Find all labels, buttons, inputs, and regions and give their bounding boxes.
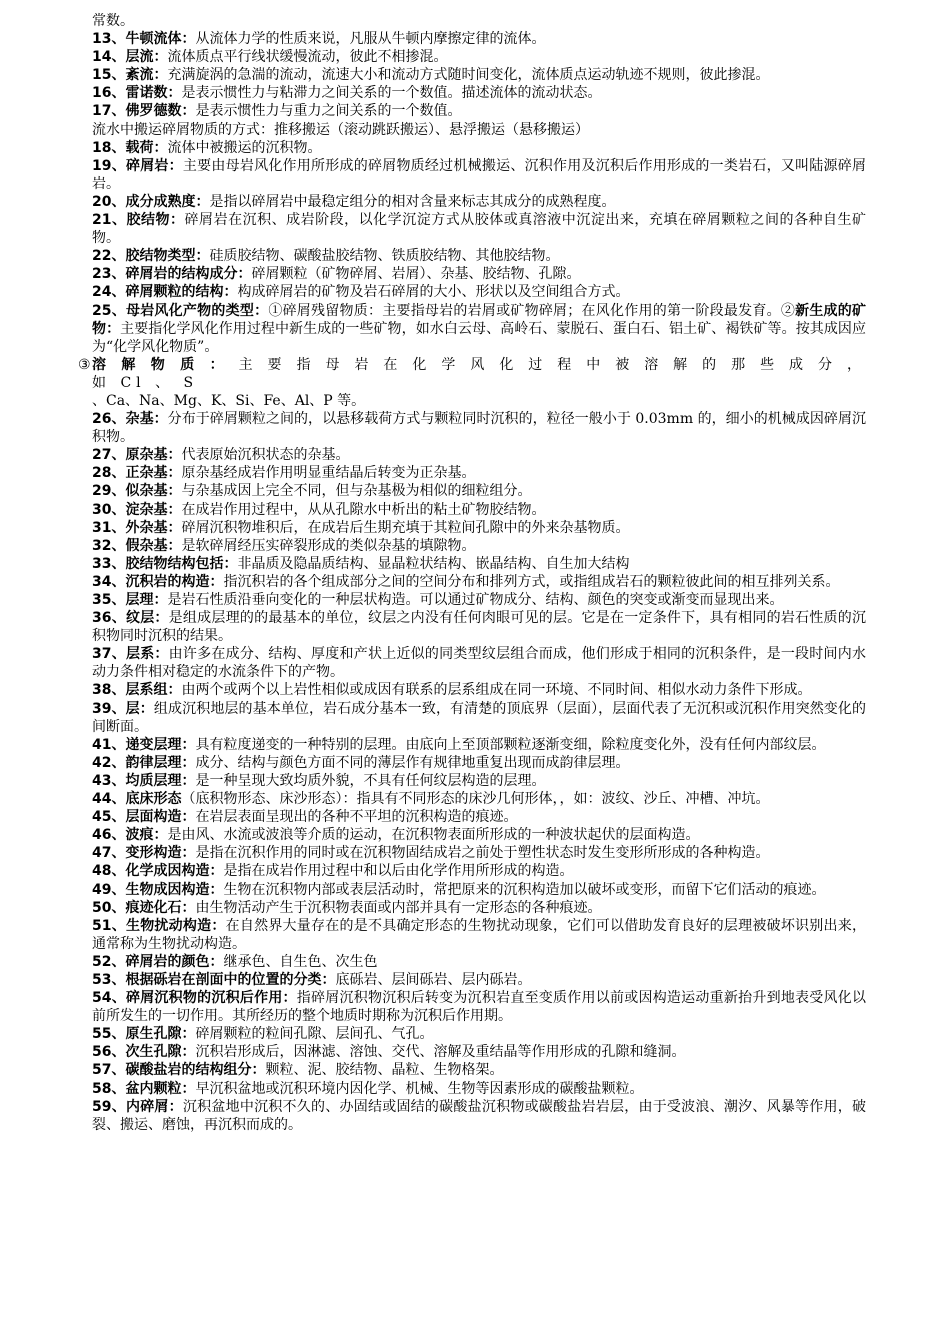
item-term: 59、内碎屑：: [92, 1098, 183, 1115]
item-body: 由生物活动产生于沉积物表面或内部并具有一定形态的各种痕迹。: [195, 899, 602, 916]
definition-item: [92, 609, 866, 645]
item-term: 36、纹层：: [92, 610, 169, 627]
definition-item: [92, 48, 866, 66]
item-term: 39、层：: [92, 700, 154, 717]
definition-item: [92, 555, 866, 573]
item-body: 代表原始沉积状态的杂基。: [181, 447, 350, 464]
item-body: 是软碎屑经压实碎裂形成的类似杂基的填隙物。: [181, 537, 476, 554]
definition-item: [92, 537, 866, 555]
item-body: 指碎屑沉积物沉积后转变为沉积岩直至变质作用以前或因构造运动重新抬升到地表受风化以前所发生的一切作用。其所经历的整个地质时期称为沉积后作用期。: [92, 990, 867, 1025]
item-body: 是一种呈现大致均质外貌，不具有任何纹层构造的层理。: [195, 772, 546, 789]
definition-item: [92, 826, 866, 844]
item-body: 常数。: [92, 13, 134, 29]
definition-item: [92, 66, 866, 84]
definition-item: [92, 410, 866, 446]
definition-item: [92, 84, 866, 102]
item-body: 主要指母岩的岩屑或矿物碎屑；在风化作用的第一阶段最发育。②: [382, 302, 796, 319]
item-body: ①碎屑残留物质：: [268, 302, 383, 319]
definition-item: [92, 139, 866, 157]
item-body: 由两个或两个以上岩性相似或成因有联系的层系组成在同一环境、不同时间、相似水动力条件下形成。: [181, 682, 812, 699]
item-body: 具有粒度递变的一种特别的层理。由底向上至顶部颗粒逐渐变细，除粒度变化外，没有任何内部纹层。: [195, 736, 826, 753]
item-term: 53、根据砾岩在剖面中的位置的分类：: [92, 971, 336, 988]
definition-item: [92, 989, 866, 1025]
item-body: 非晶质及隐晶质结构、显晶粒状结构、嵌晶结构、自生加大结构: [237, 555, 630, 572]
definitions-list-b: [92, 410, 866, 1134]
item-body: 在自然界大量存在的是不具确定形态的生物扰动现象，它们可以借助发育良好的层理被破坏识别出来，通常称为生物扰动构造。: [92, 917, 866, 952]
definition-item: [92, 121, 866, 139]
definition-item: [92, 464, 866, 482]
definition-item: [92, 772, 866, 790]
item-body: 流水中搬运碎屑物质的方式：推移搬运（滚动跳跃搬运）、悬浮搬运（悬移搬运）: [92, 121, 589, 138]
item-body: 是指在沉积作用的同时或在沉积物固结成岩之前处于塑性状态时发生变形所形成的各种构造。: [195, 845, 770, 862]
definition-item: [92, 573, 866, 591]
item-body: 颗粒、泥、胶结物、晶粒、生物格架。: [265, 1062, 504, 1079]
document-page: [78, 12, 867, 1134]
definition-item: [92, 862, 866, 880]
definition-item: [92, 446, 866, 464]
item-term: 47、变形构造：: [92, 845, 196, 862]
definition-item: [92, 211, 866, 247]
item-term: 22、胶结物类型：: [92, 248, 210, 265]
item-term: 15、紊流：: [92, 67, 168, 84]
item-body: 碎屑岩在沉积、成岩阶段，以化学沉淀方式从胶体或真溶液中沉淀出来，充填在碎屑颗粒之间的各种自生矿物。: [92, 212, 867, 247]
definition-item: [92, 501, 866, 519]
item-term: 54、碎屑沉积物的沉积后作用：: [92, 990, 297, 1007]
definition-item: [92, 12, 866, 30]
definition-item: [92, 247, 866, 265]
item-term: 42、韵律层理：: [92, 754, 196, 771]
item-body: 主 要 指 母 岩 在 化 学 风 化 过 程 中 被 溶 解 的 那 些 成 分 ， 如 Cl 、 S: [92, 356, 867, 391]
item-term: 58、盆内颗粒：: [92, 1080, 196, 1097]
item-term: 56、次生孔隙：: [92, 1044, 196, 1061]
definition-item: [92, 917, 866, 953]
item-term: 20、成分成熟度：: [92, 193, 210, 210]
item-body: 在岩层表面呈现出的各种不平坦的沉积构造的痕迹。: [195, 809, 518, 826]
item-body: 沉积岩形成后，因淋滤、溶蚀、交代、溶解及重结晶等作用形成的孔隙和缝洞。: [195, 1044, 686, 1061]
item-term: 41、递变层理：: [92, 736, 196, 753]
item-term: 28、正杂基：: [92, 465, 182, 482]
item-body: 分布于碎屑颗粒之间的，以悬移载荷方式与颗粒同时沉积的，粒径一般小于 0.03mm 的，细小的机械成因碎屑沉积物。: [92, 411, 866, 446]
item-term: 38、层系组：: [92, 682, 182, 699]
item-body: 从流体力学的性质来说，凡服从牛顿内摩擦定律的流体。: [195, 31, 546, 48]
item-body: 是表示惯性力与重力之间关系的一个数值。: [195, 103, 462, 120]
item-body: 是岩石性质沿垂向变化的一种层状构造。可以通过矿物成分、结构、颜色的突变或渐变而显现出来。: [167, 592, 784, 608]
item-term: 17、佛罗德数：: [92, 103, 196, 120]
item-body: 沉积盆地中沉积不久的、办固结或固结的碳酸盐沉积物或碳酸盐岩岩层，由于受波浪、潮汐、风暴等作用，破裂、搬运、磨蚀，再沉积而成的。: [92, 1098, 867, 1133]
item-25-part-3: [78, 356, 867, 410]
item-term: 52、碎屑岩的颜色：: [92, 953, 224, 970]
item-body: 底砾岩、层间砾岩、层内砾岩。: [335, 971, 532, 988]
definition-item: [92, 482, 866, 500]
item-term: 23、碎屑岩的结构成分：: [92, 266, 252, 283]
item-body: 早沉积盆地或沉积环境内因化学、机械、生物等因素形成的碳酸盐颗粒。: [195, 1080, 644, 1097]
definition-item: [92, 881, 866, 899]
item-term: 29、似杂基：: [92, 483, 182, 500]
definition-item: [92, 790, 866, 808]
item-body: 是指以碎屑岩中最稳定组分的相对含量来标志其成分的成熟程度。: [209, 193, 616, 210]
definition-item: [92, 736, 866, 754]
definition-item: [92, 754, 866, 772]
definition-item: [92, 30, 866, 48]
item-term: 43、均质层理：: [92, 772, 196, 789]
item-body: 碎屑颗粒（矿物碎屑、岩屑）、杂基、胶结物、孔隙。: [251, 266, 581, 283]
item-body: 主要指化学风化作用过程中新生成的一些矿物，如水白云母、高岭石、蒙脱石、蛋白石、铝土矿、褐铁矿等。按其成因应为“化学风化物质”。: [92, 320, 867, 355]
item-body: 与杂基成因上完全不同，但与杂基极为相似的细粒组分。: [181, 483, 532, 500]
definition-item: [92, 1025, 866, 1043]
definition-item: [92, 1098, 866, 1134]
item-term: 35、层理：: [92, 592, 168, 608]
definition-item: [92, 971, 866, 989]
definition-item: [92, 591, 866, 609]
item-body: 组成沉积地层的基本单位，岩石成分基本一致，有清楚的顶底界（层面），层面代表了无沉积或沉积作用突然变化的间断面。: [92, 700, 867, 735]
item-body: 是表示惯性力与粘滞力之间关系的一个数值。描述流体的流动状态。: [181, 85, 602, 102]
item-body: 主要由母岩风化作用所形成的碎屑物质经过机械搬运、沉积作用及沉积后作用形成的一类岩石，又叫陆源碎屑岩。: [92, 157, 867, 192]
item-term: 34、沉积岩的构造：: [92, 573, 224, 590]
item-term: 新生成的矿物：: [92, 302, 867, 337]
item-term: 19、碎屑岩：: [92, 157, 183, 174]
item-term: 48、化学成因构造：: [92, 863, 224, 880]
item-term: 32、假杂基：: [92, 537, 182, 554]
item-term: 49、生物成因构造：: [92, 881, 224, 898]
definition-item: [92, 519, 866, 537]
item-term: 46、波痕：: [92, 827, 168, 844]
item-body: 由许多在成分、结构、厚度和产状上近似的同类型纹层组合而成，他们形成于相同的沉积条件，是一段时间内水动力条件相对稳定的水流条件下的产物。: [92, 646, 867, 681]
item-body: 流体中被搬运的沉积物。: [167, 139, 322, 156]
item-body: 指沉积岩的各个组成部分之间的空间分布和排列方式，或指组成岩石的颗粒彼此间的相互排列关系。: [223, 573, 840, 590]
definition-item: [92, 283, 866, 301]
item-body: 是组成层理的的最基本的单位，纹层之内没有任何肉眼可见的层。它是在一定条件下，具有相同的岩石性质的沉积物同时沉积的结果。: [92, 610, 867, 645]
item-term: 21、胶结物：: [92, 212, 185, 229]
definition-item: [92, 899, 866, 917]
item-term: 57、碳酸盐岩的结构组分：: [92, 1062, 266, 1079]
item-term: 44、底床形态: [92, 791, 182, 808]
item-body: 构成碎屑岩的矿物及岩石碎屑的大小、形状以及空间组合方式。: [237, 284, 630, 301]
definition-item: [92, 844, 866, 862]
item-body: 继承色、自生色、次生色: [223, 953, 378, 970]
definitions-list-a: [92, 12, 866, 302]
item-body: 是指在成岩作用过程中和以后由化学作用所形成的构造。: [223, 863, 574, 880]
item-term: 31、外杂基：: [92, 519, 182, 536]
definition-item: [92, 1043, 866, 1061]
item-term: 55、原生孔隙：: [92, 1026, 196, 1043]
definition-item: [92, 681, 866, 699]
item-body: 充满旋涡的急湍的流动，流速大小和流动方式随时间变化，流体质点运动轨迹不规则，彼此掺混。: [167, 67, 770, 84]
item-term: 33、胶结物结构包括：: [92, 555, 238, 572]
item-term: 24、碎屑颗粒的结构：: [92, 284, 238, 301]
definition-item: [92, 102, 866, 120]
item-body: 碎屑颗粒的粒间孔隙、层间孔、气孔。: [195, 1026, 434, 1043]
item-term: 溶 解 物 质 ：: [92, 356, 229, 373]
item-body: 成分、结构与颜色方面不同的薄层作有规律地重复出现而成韵律层理。: [195, 754, 630, 771]
item-term: 30、淀杂基：: [92, 501, 182, 518]
item-body: 是由风、水流或波浪等介质的运动，在沉积物表面所形成的一种波状起伏的层面构造。: [167, 827, 700, 844]
item-body: 在成岩作用过程中，从从孔隙水中析出的粘土矿物胶结物。: [181, 501, 546, 518]
item-term: 37、层系：: [92, 646, 169, 663]
definition-item: [92, 157, 866, 193]
item-term: 25、母岩风化产物的类型：: [92, 302, 269, 319]
definition-item: [92, 1080, 866, 1098]
item-body: 、Ca、Na、Mg、K、Si、Fe、Al、P 等。: [92, 392, 366, 409]
definition-item: [92, 1061, 866, 1079]
item-body: （底积物形态、床沙形态）：指具有不同形态的床沙几何形体，，如：波纹、沙丘、冲槽、冲坑。: [181, 791, 770, 808]
item-term: 45、层面构造：: [92, 809, 196, 826]
definition-item: [92, 645, 866, 681]
item-term: 14、层流：: [92, 49, 168, 66]
item-body: 生物在沉积物内部或表层活动时，常把原来的沉积构造加以破坏或变形，而留下它们活动的痕迹。: [223, 881, 826, 898]
item-25: [92, 302, 866, 356]
item-term: 50、痕迹化石：: [92, 899, 196, 916]
definition-item: [92, 193, 866, 211]
item-term: 27、原杂基：: [92, 447, 182, 464]
definition-item: [92, 808, 866, 826]
item-body: 硅质胶结物、碳酸盐胶结物、铁质胶结物、其他胶结物。: [209, 248, 560, 265]
definition-item: [92, 265, 866, 283]
item-term: 16、雷诺数：: [92, 85, 182, 102]
item-body: 碎屑沉积物堆积后，在成岩后生期充填于其粒间孔隙中的外来杂基物质。: [181, 519, 630, 536]
definition-item: [92, 953, 866, 971]
definition-item: [92, 700, 866, 736]
item-body: 原杂基经成岩作用明显重结晶后转变为正杂基。: [181, 465, 476, 482]
item-term: 51、生物扰动构造：: [92, 917, 226, 934]
item-term: 26、杂基：: [92, 411, 168, 428]
item-body: 流体质点平行线状缓慢流动，彼此不相掺混。: [167, 49, 448, 66]
item-term: 18、载荷：: [92, 139, 168, 156]
circled-number: ③: [78, 356, 91, 373]
item-term: 13、牛顿流体：: [92, 31, 196, 48]
